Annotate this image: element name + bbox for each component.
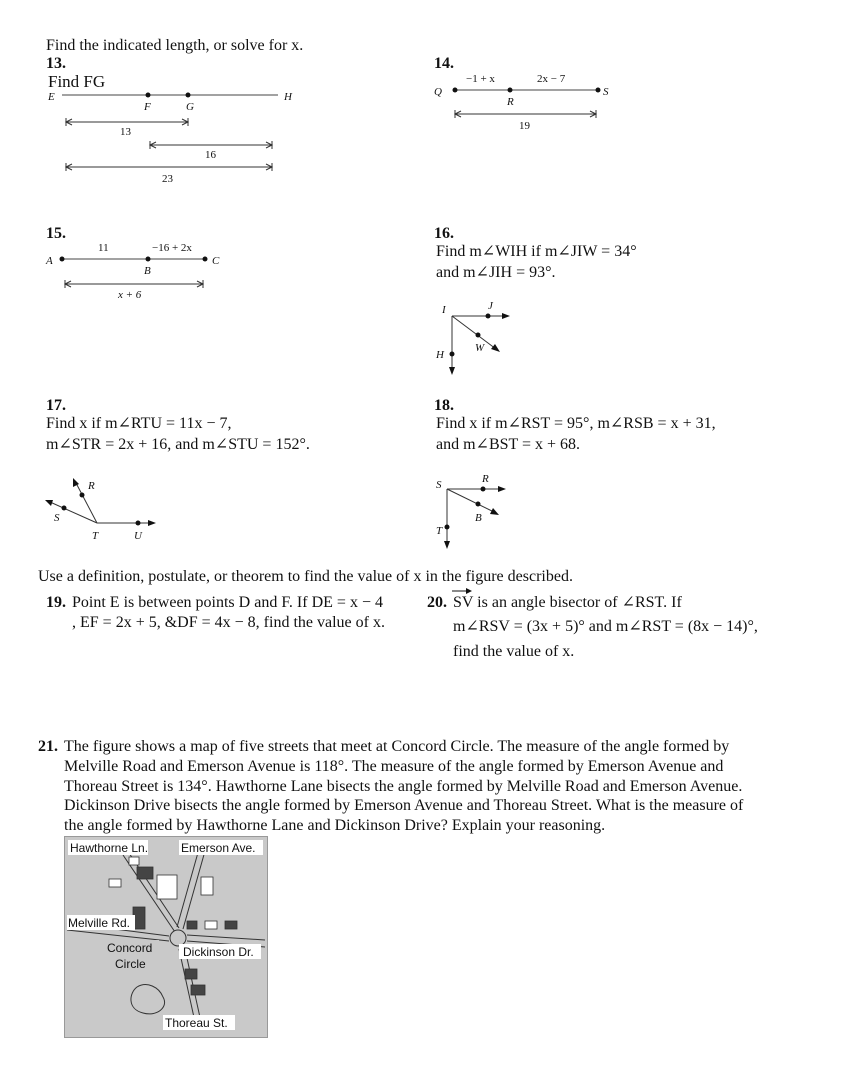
- length-ac-expr: x + 6: [118, 289, 142, 301]
- point-j-label: J: [488, 300, 493, 312]
- point-t-label: T: [436, 525, 443, 537]
- point-q-label: Q: [434, 86, 442, 98]
- problem-21-line4: Dickinson Drive bisects the angle formed by Emerson Avenue and Thoreau Street. What is the measure of: [64, 797, 744, 814]
- problem-13-number: 13.: [46, 55, 66, 72]
- label-dickinson: Dickinson Dr.: [183, 945, 254, 959]
- problem-17-line1: Find x if m∠RTU = 11x − 7,: [46, 415, 232, 432]
- problem-21-number: 21.: [38, 738, 58, 755]
- problem-16-line2: and m∠JIH = 93°.: [436, 264, 556, 281]
- problem-14-number: 14.: [434, 55, 454, 72]
- point-u-label: U: [134, 530, 142, 542]
- segment-rs-expr: 2x − 7: [537, 73, 566, 85]
- point-g-label: G: [186, 101, 194, 113]
- point-s-label: S: [54, 512, 60, 524]
- street-map: [64, 836, 268, 1038]
- point-h-label: H: [284, 91, 292, 103]
- point-w-label: W: [475, 342, 485, 354]
- problem-20-line2: m∠RSV = (3x + 5)° and m∠RST = (8x − 14)°,: [453, 618, 758, 635]
- point-t-label: T: [92, 530, 99, 542]
- segment-bc-expr: −16 + 2x: [152, 242, 192, 254]
- problem-19-line2: , EF = 2x + 5, &DF = 4x − 8, find the value of x.: [72, 614, 385, 631]
- point-b-label: B: [144, 265, 151, 277]
- length-23-label: 23: [162, 173, 173, 185]
- point-r-label: R: [482, 473, 489, 485]
- point-i-label: I: [442, 304, 446, 316]
- segment-ab-expr: 11: [98, 242, 109, 254]
- label-melville: Melville Rd.: [68, 916, 131, 930]
- instructions: Find the indicated length, or solve for x.: [46, 37, 304, 54]
- section-2-instructions: Use a definition, postulate, or theorem to find the value of x in the figure described.: [38, 568, 573, 585]
- problem-19-line1: Point E is between points D and F. If DE = x − 4: [72, 594, 383, 611]
- label-thoreau: Thoreau St.: [165, 1016, 228, 1030]
- point-r-label: R: [507, 96, 514, 108]
- point-e-label: E: [48, 91, 55, 103]
- problem-21-line2: Melville Road and Emerson Avenue is 118°. The measure of the angle formed by Emerson Avenue and: [64, 758, 724, 775]
- problem-16-line1: Find m∠WIH if m∠JIW = 34°: [436, 243, 637, 260]
- point-r-label: R: [88, 480, 95, 492]
- problem-20-line3: find the value of x.: [453, 643, 575, 660]
- point-s-label: S: [603, 86, 609, 98]
- problem-17-number: 17.: [46, 397, 66, 414]
- street-map-drawing: [65, 837, 267, 1037]
- problem-18-line2: and m∠BST = x + 68.: [436, 436, 581, 453]
- label-emerson: Emerson Ave.: [181, 841, 256, 855]
- point-c-label: C: [212, 255, 220, 267]
- label-hawthorne: Hawthorne Ln.: [70, 841, 149, 855]
- problem-20-line1: SV is an angle bisector of ∠RST. If: [453, 594, 682, 611]
- problem-16-number: 16.: [434, 225, 454, 242]
- label-concord: Concord: [107, 941, 153, 955]
- point-f-label: F: [144, 101, 151, 113]
- problem-20-number: 20.: [427, 594, 447, 611]
- point-b-label: B: [475, 512, 482, 524]
- problem-17-line2: m∠STR = 2x + 16, and m∠STU = 152°.: [46, 436, 310, 453]
- problem-18-line1: Find x if m∠RST = 95°, m∠RSB = x + 31,: [436, 415, 716, 432]
- problem-21-line1: The figure shows a map of five streets that meet at Concord Circle. The measure of the angle formed by: [64, 738, 730, 755]
- length-16-label: 16: [205, 149, 216, 161]
- length-13-label: 13: [120, 126, 131, 138]
- problem-21-line3: Thoreau Street is 134°. Hawthorne Lane bisects the angle formed by Melville Road and Emerson Avenue.: [64, 778, 743, 795]
- point-h-label: H: [436, 349, 444, 361]
- label-circle: Circle: [115, 957, 146, 971]
- problem-13-prompt: Find FG: [48, 72, 106, 91]
- problem-15-number: 15.: [46, 225, 66, 242]
- problem-18-number: 18.: [434, 397, 454, 414]
- segment-qr-expr: −1 + x: [466, 73, 495, 85]
- point-s-label: S: [436, 479, 442, 491]
- problem-19-number: 19.: [46, 594, 66, 611]
- point-a-label: A: [46, 255, 53, 267]
- length-19-label: 19: [519, 120, 530, 132]
- problem-21-line5: the angle formed by Hawthorne Lane and Dickinson Drive? Explain your reasoning.: [64, 817, 606, 834]
